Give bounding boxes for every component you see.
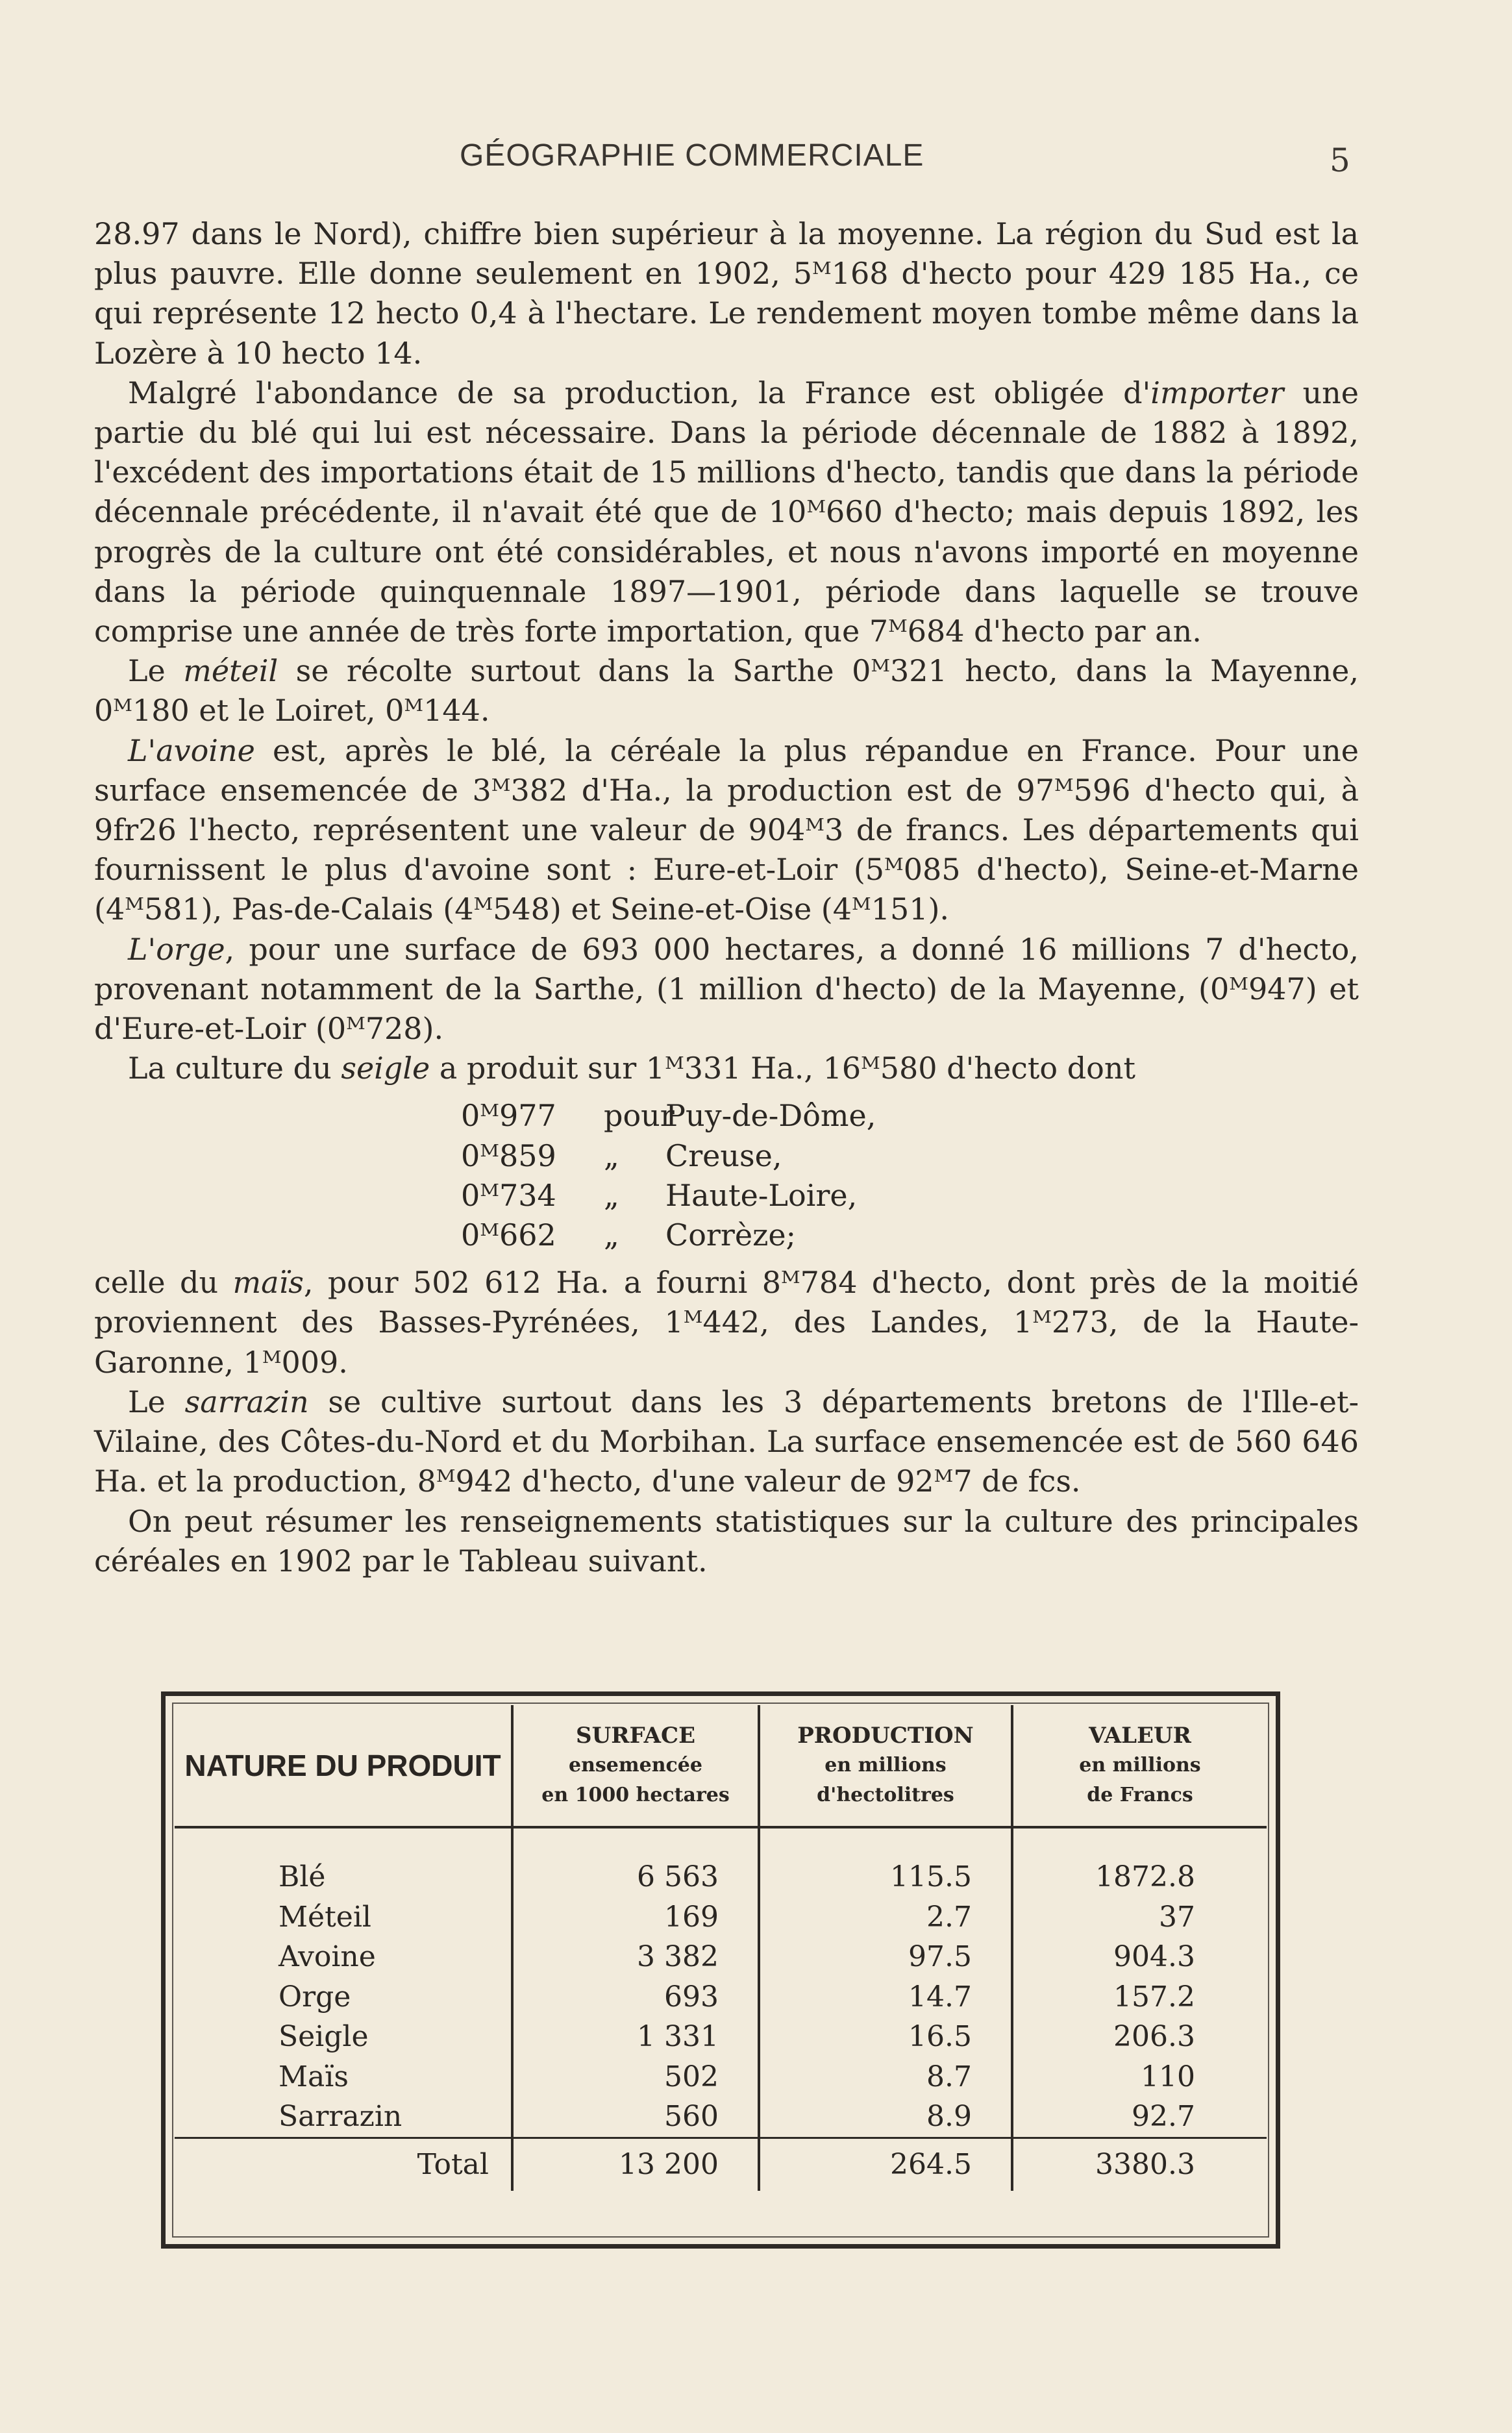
paragraph-text: Le: [128, 653, 184, 689]
header-production: [759, 1705, 1012, 1827]
cell-product: Seigle: [279, 2020, 369, 2054]
list-dept: Corrèze;: [665, 1217, 797, 1253]
cell-surface: 693: [512, 1977, 759, 2017]
cell-production: 2.7: [759, 1897, 1012, 1938]
header-label: PRODUCTION: [797, 1723, 974, 1749]
running-title: GÉOGRAPHIE COMMERCIALE: [460, 138, 924, 173]
cell-production: 14.7: [759, 1977, 1012, 2017]
cell-valeur: 904.3: [1012, 1937, 1267, 1977]
cell-valeur: 1872.8: [1012, 1827, 1267, 1897]
emphasis: importer: [1150, 375, 1284, 410]
cell-total-valeur: 3380.3: [1012, 2138, 1267, 2191]
list-value: 0ᴹ734: [461, 1177, 556, 1213]
cell-total-production: 264.5: [759, 2138, 1012, 2191]
cell-total-label: Total: [175, 2138, 512, 2191]
emphasis: L'orge: [128, 931, 225, 967]
cell-surface: 502: [512, 2057, 759, 2097]
table-header-row: [175, 1705, 1267, 1827]
paragraph-ble-sud: 28.97 dans le Nord), chiffre bien supérieur à la moyenne. La région du Sud est la plus pauvre. Elle donne seulement en 1902, 5ᴹ168 d'hecto pour 429 185 Ha., ce qui représente 12 hecto 0,4 à l'hectare. Le rendement moyen tombe même dans la Lozère à 10 hecto 14.: [94, 216, 1359, 371]
cell-valeur: 37: [1012, 1897, 1267, 1938]
list-value: 0ᴹ977: [461, 1098, 556, 1134]
list-item: [461, 1216, 1359, 1255]
paragraph-mais: [94, 1263, 1359, 1382]
paragraph-resume: On peut résumer les renseignements statistiques sur la culture des principales céréales en 1902 par le Tableau suivant.: [94, 1503, 1359, 1578]
cell-production: 8.7: [759, 2057, 1012, 2097]
cell-production: 8.9: [759, 2097, 1012, 2138]
header-nature: [175, 1705, 512, 1827]
paragraph-orge: [94, 930, 1359, 1049]
list-item: [461, 1176, 1359, 1216]
header-label: VALEUR: [1089, 1723, 1191, 1749]
list-dept: Creuse,: [665, 1138, 782, 1173]
paragraph-text: , pour une surface de 693 000 hectares, a donné 16 millions 7 d'hecto, provenant notamment de la Sarthe, (1 million d'hecto) de la Mayenne, (0ᴹ947) et d'Eure-et-Loir (0ᴹ728).: [94, 931, 1359, 1047]
emphasis: maïs: [232, 1265, 304, 1301]
paragraph-text: Malgré l'abondance de sa production, la France est obligée d': [128, 375, 1151, 410]
paragraph-text: Le: [128, 1384, 185, 1419]
paragraph-text: a produit sur 1ᴹ331 Ha., 16ᴹ580 d'hecto dont: [430, 1051, 1135, 1086]
cell-production: 16.5: [759, 2017, 1012, 2057]
paragraph-seigle: [94, 1049, 1359, 1088]
header-label: NATURE DU PRODUIT: [184, 1749, 501, 1782]
paragraph-meteil: [94, 651, 1359, 730]
list-prep: „: [604, 1177, 619, 1213]
list-item: [461, 1096, 1359, 1136]
list-prep: „: [604, 1138, 619, 1173]
table-row: [175, 2017, 1267, 2057]
header-surface: [512, 1705, 759, 1827]
cell-surface: 3 382: [512, 1937, 759, 1977]
cell-product: Orge: [279, 1980, 351, 2014]
paragraph-text: se récolte surtout dans la Sarthe 0ᴹ321 hecto, dans la Mayenne, 0ᴹ180 et le Loiret, 0ᴹ144.: [94, 653, 1359, 729]
header-label: d'hectolitres: [817, 1784, 954, 1806]
paragraph-importation: [94, 373, 1359, 651]
table-row: [175, 1827, 1267, 1897]
header-label: en millions: [1079, 1754, 1201, 1777]
paragraph-text: , pour 502 612 Ha. a fourni 8ᴹ784 d'hecto, dont près de la moitié proviennent des Basses-Pyrénées, 1ᴹ442, des Landes, 1ᴹ273, de la Haute-Garonne, 1ᴹ009.: [94, 1265, 1359, 1380]
page-header: [0, 138, 1512, 183]
header-valeur: [1012, 1705, 1267, 1827]
paragraph-text: celle du: [94, 1265, 233, 1301]
header-label: en 1000 hectares: [541, 1784, 730, 1806]
table-row: [175, 1897, 1267, 1938]
cell-product: Maïs: [279, 2060, 349, 2093]
cell-product: Avoine: [279, 1940, 376, 1974]
cell-surface: 1 331: [512, 2017, 759, 2057]
paragraph-text: se cultive surtout dans les 3 départements bretons de l'Ille-et-Vilaine, des Côtes-du-Nord et du Morbihan. La surface ensemencée est de 560 646 Ha. et la production, 8ᴹ942 d'hecto, d'une valeur de 92ᴹ7 de fcs.: [94, 1384, 1359, 1499]
cell-valeur: 92.7: [1012, 2097, 1267, 2138]
paragraph-text: La culture du: [128, 1051, 341, 1086]
emphasis: méteil: [183, 653, 279, 689]
list-dept: Puy-de-Dôme,: [665, 1098, 876, 1134]
statistics-table-frame: [161, 1691, 1280, 2249]
list-value: 0ᴹ662: [461, 1217, 556, 1253]
cell-surface: 6 563: [512, 1827, 759, 1897]
seigle-list: [461, 1096, 1359, 1255]
cell-production: 115.5: [759, 1827, 1012, 1897]
paragraph-text: une partie du blé qui lui est nécessaire. Dans la période décennale de 1882 à 1892, l'excédent des importations était de 15 millions d'hecto, tandis que dans la période décennale précédente, il n'avait été que de 10ᴹ660 d'hecto; mais depuis 1892, les progrès de la culture ont été considérables, et nous n'avons importé en moyenne dans la période quinquennale 1897—1901, période dans laquelle se trouve comprise une année de très forte importation, que 7ᴹ684 d'hecto par an.: [94, 375, 1359, 649]
page-number: 5: [1330, 142, 1350, 179]
header-label: de Francs: [1087, 1784, 1193, 1806]
table-row: [175, 1977, 1267, 2017]
body-text: [94, 214, 1359, 1581]
cell-product: Sarrazin: [279, 2100, 403, 2134]
list-value: 0ᴹ859: [461, 1138, 556, 1173]
statistics-table: [175, 1705, 1267, 2191]
table-row: [175, 2097, 1267, 2138]
paragraph-text: est, après le blé, la céréale la plus répandue en France. Pour une surface ensemencée de 3ᴹ382 d'Ha., la production est de 97ᴹ596 d'hecto qui, à 9fr26 l'hecto, représentent une valeur de 904ᴹ3 de francs. Les départements qui fournissent le plus d'avoine sont : Eure-et-Loir (5ᴹ085 d'hecto), Seine-et-Marne (4ᴹ581), Pas-de-Calais (4ᴹ548) et Seine-et-Oise (4ᴹ151).: [94, 732, 1359, 927]
cell-valeur: 206.3: [1012, 2017, 1267, 2057]
cell-production: 97.5: [759, 1937, 1012, 1977]
list-dept: Haute-Loire,: [665, 1177, 858, 1213]
paragraph-avoine: [94, 731, 1359, 930]
list-prep: pour: [604, 1098, 675, 1134]
paragraph-sarrazin: [94, 1382, 1359, 1502]
list-prep: „: [604, 1217, 619, 1253]
cell-product: Blé: [279, 1860, 326, 1894]
header-label: ensemencée: [569, 1754, 702, 1777]
table-row: [175, 1937, 1267, 1977]
cell-surface: 169: [512, 1897, 759, 1938]
emphasis: seigle: [341, 1051, 430, 1086]
header-label: en millions: [824, 1754, 947, 1777]
cell-product: Méteil: [279, 1900, 371, 1934]
cell-valeur: 157.2: [1012, 1977, 1267, 2017]
emphasis: sarrazin: [184, 1384, 309, 1419]
cell-surface: 560: [512, 2097, 759, 2138]
cell-total-surface: 13 200: [512, 2138, 759, 2191]
emphasis: L'avoine: [128, 732, 255, 768]
list-item: [461, 1136, 1359, 1176]
table-row: [175, 2057, 1267, 2097]
cell-valeur: 110: [1012, 2057, 1267, 2097]
table-total-row: [175, 2138, 1267, 2191]
header-label: SURFACE: [576, 1723, 695, 1749]
